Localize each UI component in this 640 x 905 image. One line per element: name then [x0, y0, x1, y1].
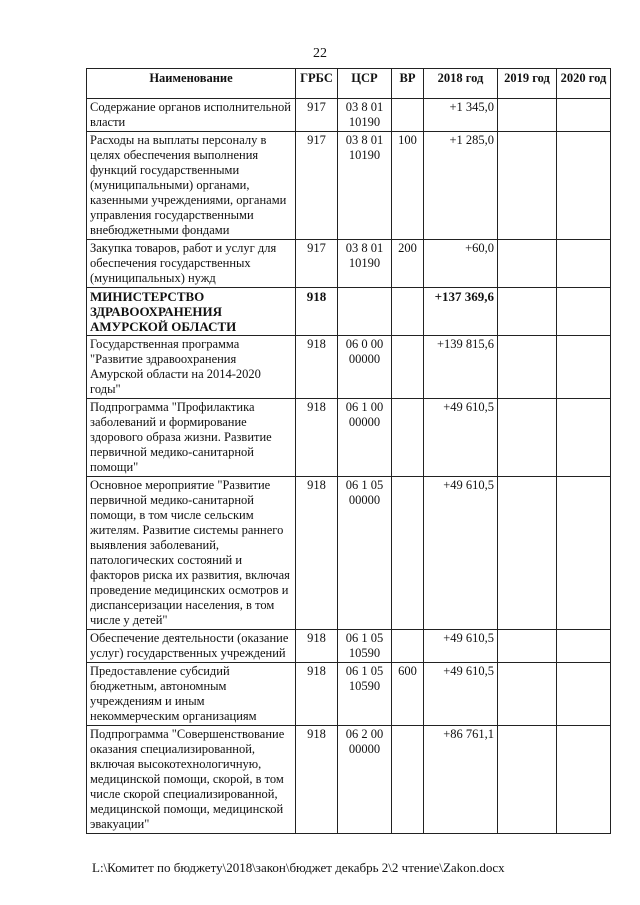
cell-y2018: +86 761,1: [424, 726, 498, 834]
header-2019: 2019 год: [498, 69, 557, 99]
cell-grbs: 918: [296, 663, 338, 726]
header-2018: 2018 год: [424, 69, 498, 99]
cell-y2019: [498, 240, 557, 288]
table-row: [87, 99, 611, 132]
cell-y2020: [557, 399, 611, 477]
cell-y2020: [557, 726, 611, 834]
cell-csr: 06 1 05 10590: [338, 630, 392, 663]
header-grbs: ГРБС: [296, 69, 338, 99]
cell-grbs: 917: [296, 132, 338, 240]
cell-name: Закупка товаров, работ и услуг для обеспечения государственных (муниципальных) нужд: [87, 240, 296, 288]
cell-grbs: 918: [296, 399, 338, 477]
table-row: [87, 477, 611, 630]
cell-vr: [392, 99, 424, 132]
cell-y2019: [498, 288, 557, 336]
cell-grbs: 918: [296, 477, 338, 630]
cell-name: МИНИСТЕРСТВО ЗДРАВООХРАНЕНИЯ АМУРСКОЙ ОБЛАСТИ: [87, 288, 296, 336]
budget-table: [86, 68, 611, 834]
cell-grbs: 918: [296, 288, 338, 336]
cell-vr: [392, 477, 424, 630]
cell-y2020: [557, 240, 611, 288]
cell-y2020: [557, 630, 611, 663]
cell-y2018: +49 610,5: [424, 399, 498, 477]
cell-y2019: [498, 99, 557, 132]
cell-name: Обеспечение деятельности (оказание услуг) государственных учреждений: [87, 630, 296, 663]
cell-csr: 03 8 01 10190: [338, 132, 392, 240]
cell-y2020: [557, 477, 611, 630]
page-number: 22: [313, 46, 327, 61]
header-name: Наименование: [87, 69, 296, 99]
cell-name: Государственная программа "Развитие здравоохранения Амурской области на 2014-2020 годы": [87, 336, 296, 399]
cell-vr: 100: [392, 132, 424, 240]
cell-name: Расходы на выплаты персоналу в целях обеспечения выполнения функций государственными (муниципальными) органами, казенными учреждениями, органами управления государственными внебюджетными фондами: [87, 132, 296, 240]
cell-y2019: [498, 336, 557, 399]
cell-vr: [392, 726, 424, 834]
table-row: [87, 399, 611, 477]
table-row: [87, 663, 611, 726]
table-header-row: [87, 69, 611, 99]
cell-csr: 03 8 01 10190: [338, 99, 392, 132]
cell-y2020: [557, 288, 611, 336]
cell-csr: 06 1 05 00000: [338, 477, 392, 630]
cell-y2018: +49 610,5: [424, 630, 498, 663]
cell-y2019: [498, 399, 557, 477]
cell-y2019: [498, 630, 557, 663]
cell-vr: [392, 288, 424, 336]
table-body: [87, 99, 611, 834]
table-row: [87, 630, 611, 663]
cell-y2018: +137 369,6: [424, 288, 498, 336]
cell-y2020: [557, 99, 611, 132]
table-row: [87, 240, 611, 288]
cell-csr: 06 1 00 00000: [338, 399, 392, 477]
cell-grbs: 918: [296, 630, 338, 663]
cell-csr: 06 0 00 00000: [338, 336, 392, 399]
cell-grbs: 918: [296, 726, 338, 834]
cell-name: Подпрограмма "Профилактика заболеваний и формирование здорового образа жизни. Развитие первичной медико-санитарной помощи": [87, 399, 296, 477]
cell-csr: 06 1 05 10590: [338, 663, 392, 726]
cell-y2018: +49 610,5: [424, 477, 498, 630]
cell-y2019: [498, 132, 557, 240]
cell-csr: 03 8 01 10190: [338, 240, 392, 288]
cell-y2018: +49 610,5: [424, 663, 498, 726]
header-vr: ВР: [392, 69, 424, 99]
cell-y2018: +1 345,0: [424, 99, 498, 132]
cell-name: Подпрограмма "Совершенствование оказания специализированной, включая высокотехнологичную, медицинской помощи, скорой, в том числе скорой специализированной, медицинской помощи, медицинской эвакуации": [87, 726, 296, 834]
file-path-footer: L:\Комитет по бюджету\2018\закон\бюджет декабрь 2\2 чтение\Zakon.docx: [92, 860, 505, 875]
cell-vr: [392, 399, 424, 477]
cell-csr: [338, 288, 392, 336]
cell-y2020: [557, 663, 611, 726]
cell-name: Содержание органов исполнительной власти: [87, 99, 296, 132]
cell-y2018: +139 815,6: [424, 336, 498, 399]
cell-grbs: 917: [296, 99, 338, 132]
cell-vr: 200: [392, 240, 424, 288]
cell-name: Основное мероприятие "Развитие первичной медико-санитарной помощи, в том числе сельским жителям. Развитие системы раннего выявления заболеваний, патологических состояний и факторов риска их развития, включая проведение медицинских осмотров и диспансеризации населения, в том числе у детей": [87, 477, 296, 630]
cell-y2020: [557, 336, 611, 399]
cell-y2019: [498, 477, 557, 630]
cell-vr: 600: [392, 663, 424, 726]
cell-y2018: +1 285,0: [424, 132, 498, 240]
cell-y2019: [498, 663, 557, 726]
cell-name: Предоставление субсидий бюджетным, автономным учреждениям и иным некоммерческим организациям: [87, 663, 296, 726]
table-row: [87, 132, 611, 240]
table-row: [87, 288, 611, 336]
cell-csr: 06 2 00 00000: [338, 726, 392, 834]
cell-y2018: +60,0: [424, 240, 498, 288]
table-row: [87, 726, 611, 834]
table-row: [87, 336, 611, 399]
header-2020: 2020 год: [557, 69, 611, 99]
cell-grbs: 917: [296, 240, 338, 288]
cell-grbs: 918: [296, 336, 338, 399]
cell-y2019: [498, 726, 557, 834]
cell-vr: [392, 336, 424, 399]
header-csr: ЦСР: [338, 69, 392, 99]
cell-y2020: [557, 132, 611, 240]
cell-vr: [392, 630, 424, 663]
